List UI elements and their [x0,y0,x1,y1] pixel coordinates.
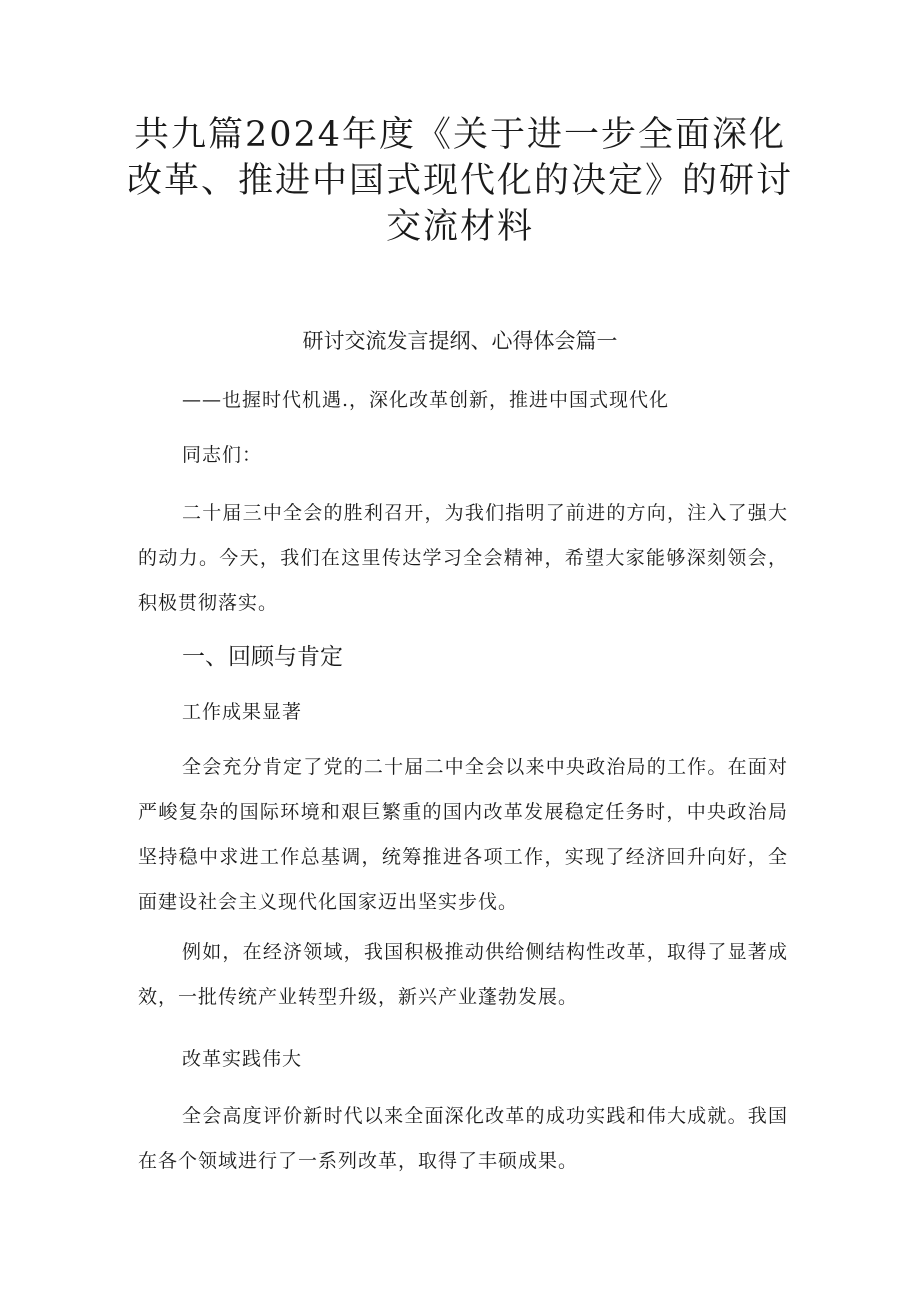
subsection-heading-2: 改革实践伟大 [182,1048,303,1070]
document-title: 共九篇2024年度《关于进一步全面深化改革、推进中国式现代化的决定》的研讨交流材料 [126,115,793,247]
document-subtitle: 研讨交流发言提纲、心得体会篇一 [302,329,618,353]
subsection-1-paragraph-2: 例如，在经济领域，我国积极推动供给侧结构性改革，取得了显著成效，一批传统产业转型升级，新兴产业蓬勃发展。 [138,941,788,1008]
greeting: 同志们： [182,444,263,466]
section-heading-1: 一、回顾与肯定 [182,644,343,670]
subsection-heading-1: 工作成果显著 [182,701,303,723]
subsection-1-paragraph-1: 全会充分肯定了党的二十届二中全会以来中央政治局的工作。在面对严峻复杂的国际环境和艰巨繁重的国内改革发展稳定任务时，中央政治局坚持稳中求进工作总基调，统筹推进各项工作，实现了经济回升向好，全面建设社会主义现代化国家迈出坚实步伐。 [138,756,788,913]
subsection-2-paragraph-1: 全会高度评价新时代以来全面深化改革的成功实践和伟大成就。我国在各个领域进行了一系列改革，取得了丰硕成果。 [138,1105,788,1172]
document-tagline: ——也握时代机遇.，深化改革创新，推进中国式现代化 [182,389,670,411]
intro-paragraph: 二十届三中全会的胜利召开，为我们指明了前进的方向，注入了强大的动力。今天，我们在这里传达学习全会精神，希望大家能够深刻领会，积极贯彻落实。 [138,502,788,614]
